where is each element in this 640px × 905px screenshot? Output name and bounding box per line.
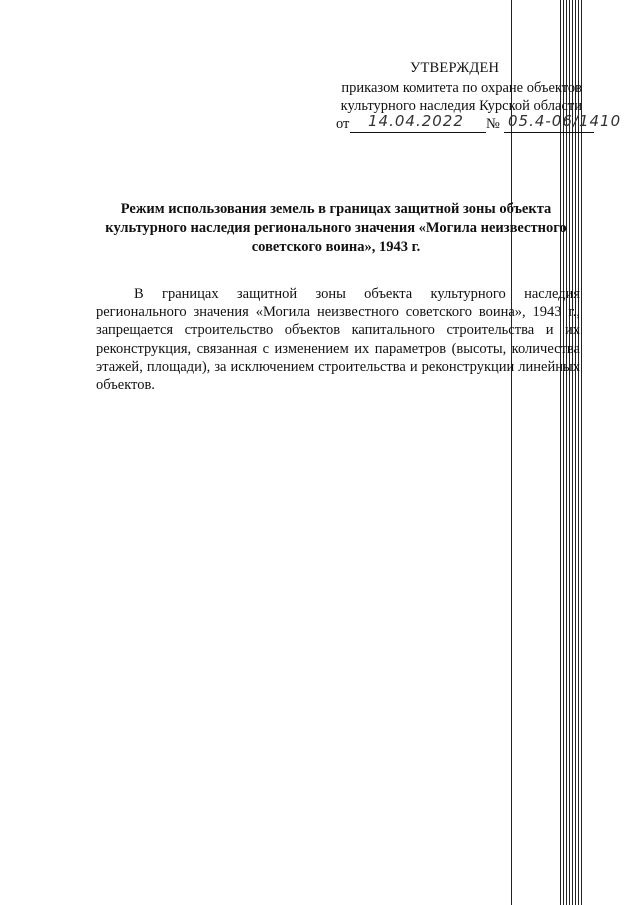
scan-line <box>566 0 567 905</box>
scan-line <box>575 0 576 905</box>
approval-line-1: приказом комитета по охране объектов <box>341 80 582 96</box>
date-prefix: от <box>336 116 350 132</box>
number-underline <box>504 132 594 133</box>
scan-line <box>560 0 561 905</box>
scan-line <box>578 0 579 905</box>
scan-line <box>511 0 512 905</box>
handwritten-date: 14.04.2022 <box>368 112 464 130</box>
approval-line-2: культурного наследия Курской области <box>340 98 582 114</box>
number-prefix: № <box>486 116 500 132</box>
scan-line <box>572 0 573 905</box>
scan-line <box>569 0 570 905</box>
document-body: В границах защитной зоны объекта культурного наследия регионального значения «Могила неизвестного советского воина», 1943 г., запрещается строительство объектов капитального строительства и их реконструкция, связанная с изменением их параметров (высоты, количества этажей, площади), за исключением строительства и реконструкции линейных объектов. <box>96 286 580 394</box>
approval-title: УТВЕРЖДЕН <box>410 60 500 76</box>
scan-line <box>581 0 582 905</box>
scan-line <box>563 0 564 905</box>
handwritten-number: 05.4-06/1410 <box>508 112 622 130</box>
document-heading: Режим использования земель в границах защитной зоны объекта культурного наследия регионального значения «Могила неизвестного советского воина», 1943 г. <box>105 201 567 255</box>
date-underline <box>350 132 486 133</box>
